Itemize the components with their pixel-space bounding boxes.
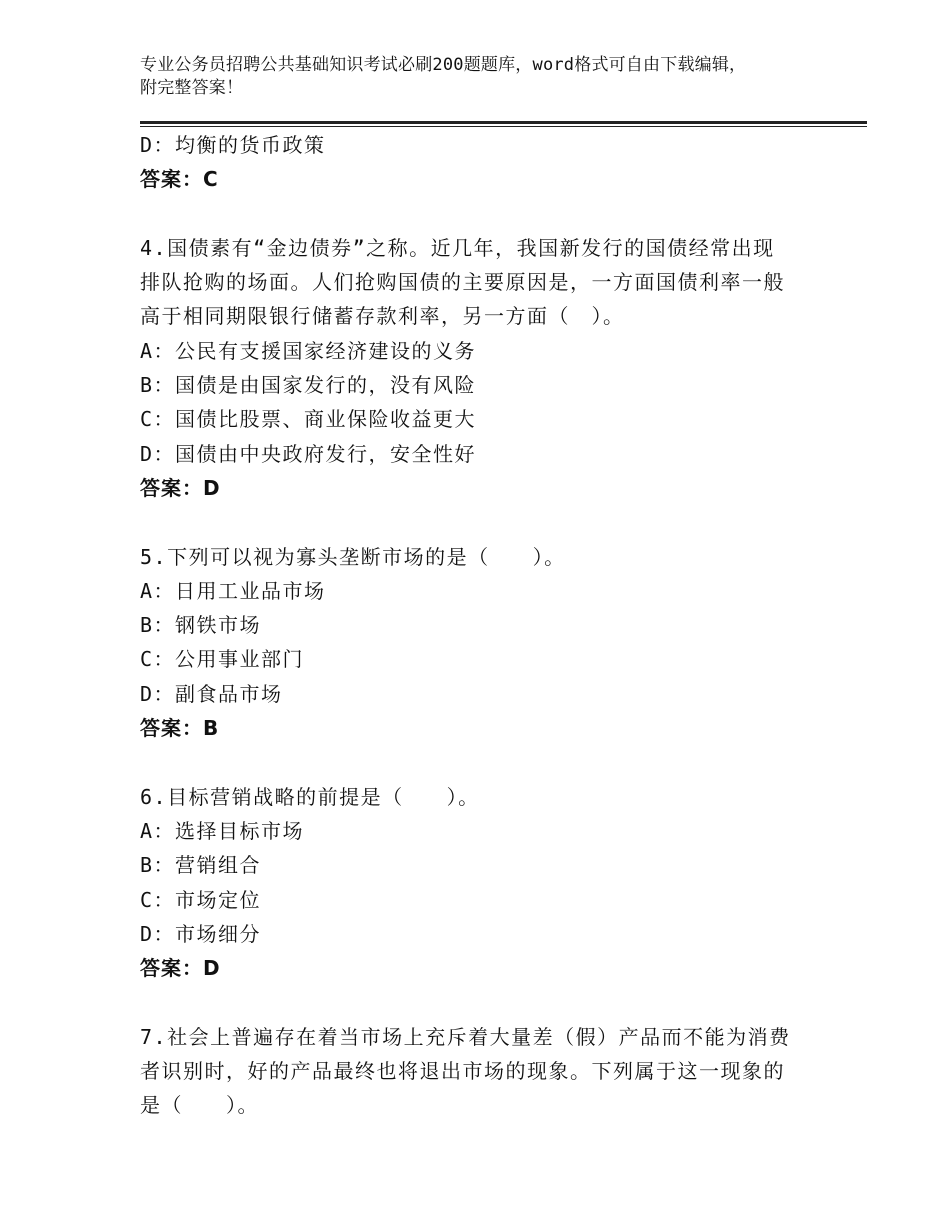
question-text-line: 高于相同期限银行储蓄存款利率，另一方面（ ）。 — [140, 304, 625, 329]
page-header — [140, 54, 800, 100]
option-b: B：国债是由国家发行的，没有风险 — [140, 373, 477, 398]
option-c: C：公用事业部门 — [140, 647, 305, 672]
question-text-line: 4.国债素有“金边债券”之称。近几年，我国新发行的国债经常出现 — [140, 235, 775, 260]
answer-line: 答案：D — [140, 475, 221, 500]
question-5 — [140, 540, 800, 746]
header-line-2: 附完整答案！ — [140, 78, 244, 98]
option-a: A：日用工业品市场 — [140, 578, 326, 603]
question-text-line: 者识别时，好的产品最终也将退出市场的现象。下列属于这一现象的 — [140, 1059, 785, 1084]
answer-line: 答案：D — [140, 956, 221, 981]
spacer — [140, 505, 800, 539]
option-d: D：市场细分 — [140, 921, 262, 946]
answer-line: 答案：B — [140, 716, 220, 741]
option-c: C：国债比股票、商业保险收益更大 — [140, 407, 477, 432]
header-rule-thin — [140, 126, 867, 127]
document-body — [140, 128, 800, 1123]
option-a: A：选择目标市场 — [140, 818, 305, 843]
header-rule-thick — [140, 121, 867, 124]
option-a: A：公民有支援国家经济建设的义务 — [140, 338, 477, 363]
option-b: B：钢铁市场 — [140, 613, 262, 638]
question-4 — [140, 231, 800, 505]
spacer — [140, 197, 800, 231]
answer-line: 答案：C — [140, 167, 219, 192]
question-6 — [140, 780, 800, 986]
question-text-line: 排队抢购的场面。人们抢购国债的主要原因是，一方面国债利率一般 — [140, 270, 785, 295]
question-7 — [140, 1020, 800, 1123]
question-text-line: 5.下列可以视为寡头垄断市场的是（ ）。 — [140, 544, 566, 569]
option-d: D：副食品市场 — [140, 681, 283, 706]
header-line-1: 专业公务员招聘公共基础知识考试必刷200题题库，word格式可自由下载编辑， — [140, 55, 747, 75]
question-text-line: 是（ ）。 — [140, 1093, 259, 1118]
option-b: B：营销组合 — [140, 853, 262, 878]
option-d: D：国债由中央政府发行，安全性好 — [140, 441, 477, 466]
question-text-line: 7.社会上普遍存在着当市场上充斥着大量差（假）产品而不能为消费 — [140, 1024, 791, 1049]
spacer — [140, 985, 800, 1019]
question-text-line: 6.目标营销战略的前提是（ ）。 — [140, 784, 480, 809]
spacer — [140, 745, 800, 779]
option-c: C：市场定位 — [140, 887, 262, 912]
option-d: D：均衡的货币政策 — [140, 133, 326, 157]
